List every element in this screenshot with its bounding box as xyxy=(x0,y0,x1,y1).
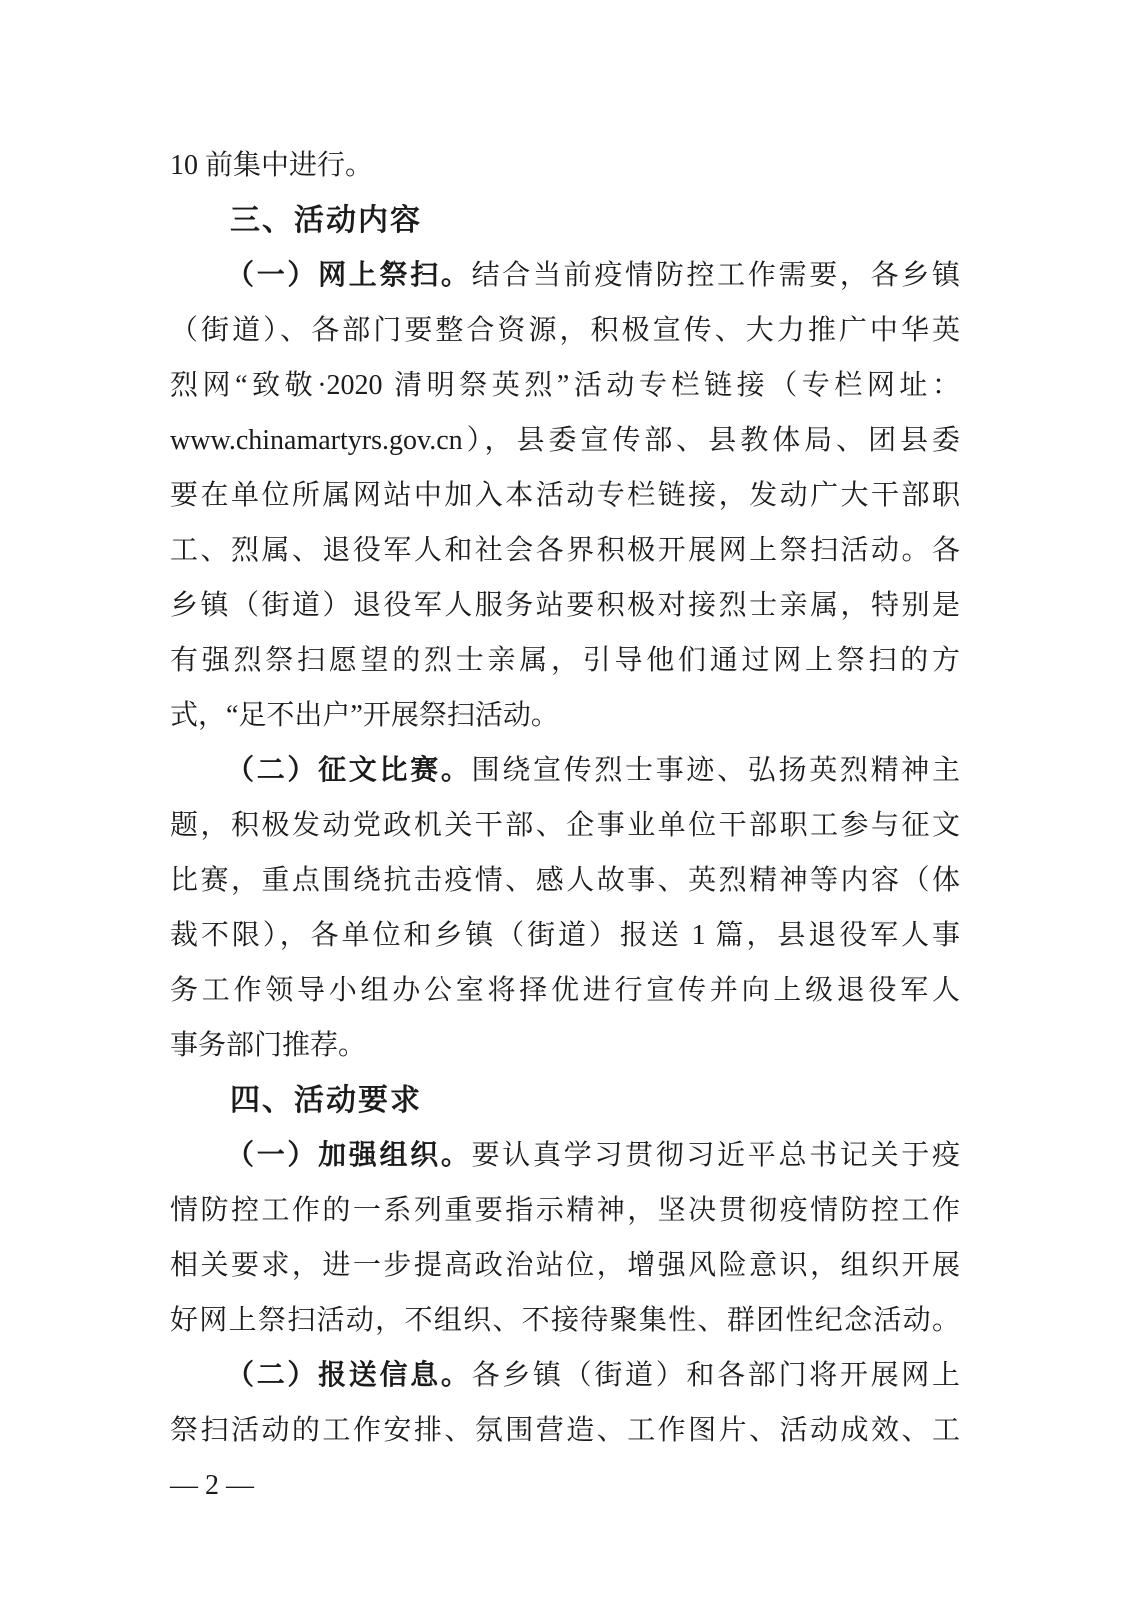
text-line-content: 题，积极发动党政机关干部、企事业单位干部职工参与征文 xyxy=(170,810,960,841)
text-line xyxy=(170,358,960,413)
text-line-content: 结合当前疫情防控工作需要，各乡镇 xyxy=(471,260,960,291)
text-line xyxy=(170,468,960,523)
text-line-content: （街道）、各部门要整合资源，积极宣传、大力推广中华英 xyxy=(170,315,960,346)
text-line-content: 烈网“致敬·2020 清明祭英烈”活动专栏链接（专栏网址： xyxy=(170,370,960,401)
section-heading-label: 四、活动要求 xyxy=(230,1084,422,1117)
text-line-content: 好网上祭扫活动，不组织、不接待聚集性、群团性纪念活动。 xyxy=(170,1305,960,1336)
text-line xyxy=(170,523,960,578)
text-line xyxy=(170,963,960,1018)
paragraph-lead-essay-contest: （二）征文比赛。 xyxy=(226,755,472,786)
text-line-content: 情防控工作的一系列重要指示精神，坚决贯彻疫情防控工作 xyxy=(170,1195,960,1226)
text-line-content: 要在单位所属网站中加入本活动专栏链接，发动广大干部职 xyxy=(170,480,960,511)
paragraph-lead-online-memorial: （一）网上祭扫。 xyxy=(226,260,472,291)
text-line-content: 务工作领导小组办公室将择优进行宣传并向上级退役军人 xyxy=(170,975,960,1006)
text-line xyxy=(170,1018,960,1073)
paragraph-lead-report-information: （二）报送信息。 xyxy=(226,1360,472,1391)
text-line-content: 比赛，重点围绕抗击疫情、感人故事、英烈精神等内容（体 xyxy=(170,865,960,896)
section-heading-label: 三、活动内容 xyxy=(230,204,422,237)
text-line-content: 10 前集中进行。 xyxy=(170,150,374,181)
text-line-content: www.chinamartyrs.gov.cn），县委宣传部、县教体局、团县委 xyxy=(170,425,960,456)
text-line xyxy=(170,303,960,358)
text-line-content: 裁不限），各单位和乡镇（街道）报送 1 篇，县退役军人事 xyxy=(170,920,960,951)
text-line-content: 有强烈祭扫愿望的烈士亲属，引导他们通过网上祭扫的方 xyxy=(170,645,960,676)
text-line-content: 各乡镇（街道）和各部门将开展网上 xyxy=(471,1360,960,1391)
text-line xyxy=(170,1183,960,1238)
section-heading-activity-content xyxy=(170,193,960,248)
text-line xyxy=(170,688,960,743)
text-line-content: 乡镇（街道）退役军人服务站要积极对接烈士亲属，特别是 xyxy=(170,590,960,621)
text-line-content: 围绕宣传烈士事迹、弘扬英烈精神主 xyxy=(471,755,960,786)
text-line xyxy=(170,1128,960,1183)
text-line xyxy=(170,853,960,908)
text-line xyxy=(170,798,960,853)
text-line xyxy=(170,138,960,193)
text-line-content: 式，“足不出户”开展祭扫活动。 xyxy=(170,700,559,731)
text-line xyxy=(170,1293,960,1348)
text-line-content: 相关要求，进一步提高政治站位，增强风险意识，组织开展 xyxy=(170,1250,960,1281)
text-line-content: 祭扫活动的工作安排、氛围营造、工作图片、活动成效、工 xyxy=(170,1415,960,1446)
text-line-with-url xyxy=(170,413,960,468)
text-line xyxy=(170,743,960,798)
text-line xyxy=(170,1238,960,1293)
text-line-content: 事务部门推荐。 xyxy=(170,1030,367,1061)
text-line xyxy=(170,248,960,303)
text-line xyxy=(170,1348,960,1403)
document-text-block xyxy=(170,138,960,1513)
text-line xyxy=(170,908,960,963)
text-line-content: 要认真学习贯彻习近平总书记关于疫 xyxy=(471,1140,960,1171)
paragraph-lead-strengthen-organization: （一）加强组织。 xyxy=(226,1140,472,1171)
text-line xyxy=(170,633,960,688)
text-line xyxy=(170,578,960,633)
section-heading-activity-requirements xyxy=(170,1073,960,1128)
text-line xyxy=(170,1403,960,1458)
text-line-content: 工、烈属、退役军人和社会各界积极开展网上祭扫活动。各 xyxy=(170,535,960,566)
page-number: — 2 — xyxy=(170,1470,254,1501)
